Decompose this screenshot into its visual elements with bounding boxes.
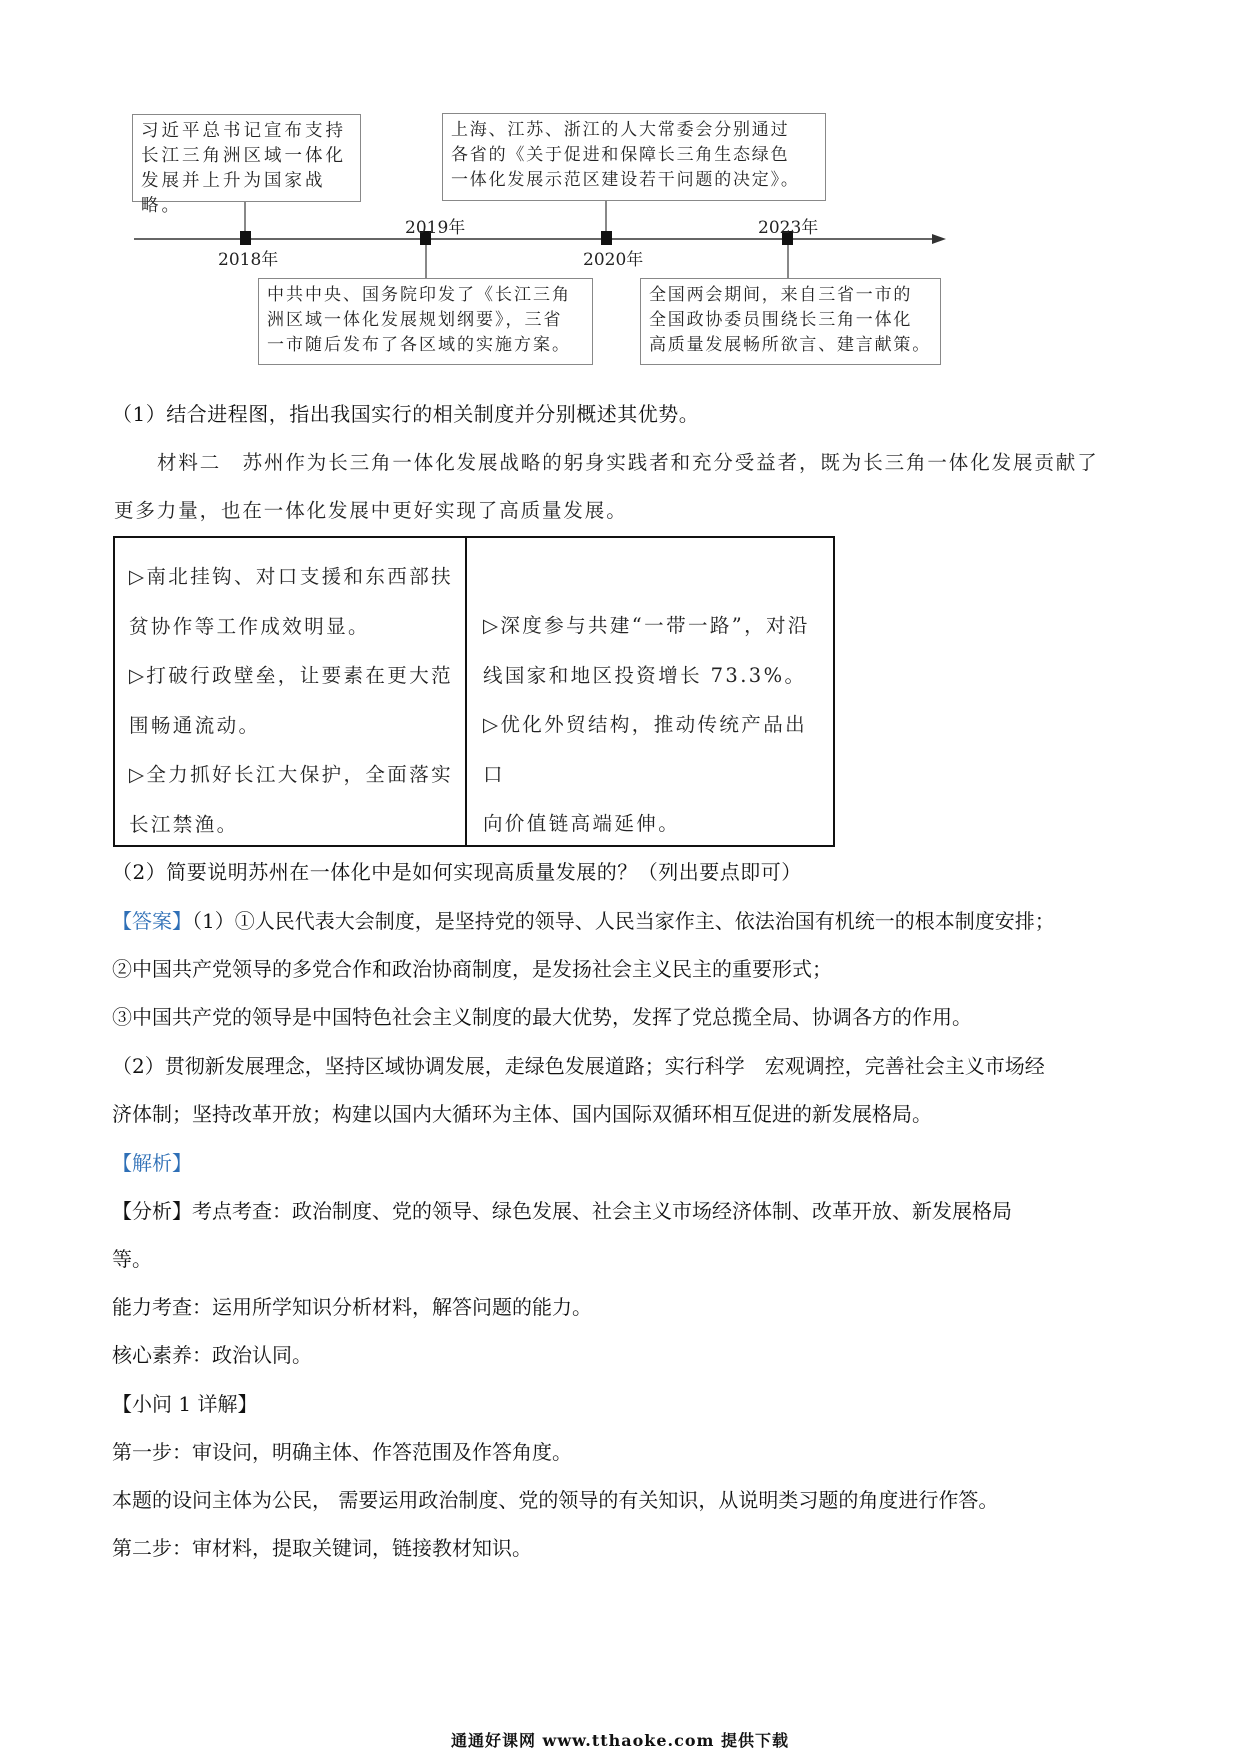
question-1: （1）结合进程图，指出我国实行的相关制度并分别概述其优势。 [112, 402, 700, 426]
year-2020: 2020年 [583, 250, 644, 270]
table-cell-line: 向价值链高端延伸。 [483, 812, 681, 835]
table-cell-line: 围畅通流动。 [129, 713, 261, 737]
question-2: （2）简要说明苏州在一体化中是如何实现高质量发展的？（列出要点即可） [112, 860, 802, 884]
event-2023-line: 高质量发展畅所欲言、建言献策。 [649, 335, 931, 355]
analysis-line-6: 第一步：审设问，明确主体、作答范围及作答角度。 [112, 1440, 572, 1464]
analysis-line-2: 等。 [112, 1247, 152, 1271]
answer-line-3: ③中国共产党的领导是中国特色社会主义制度的最大优势，发挥了党总揽全局、协调各方的作用。 [112, 1005, 972, 1029]
analysis-line-4: 核心素养：政治认同。 [112, 1343, 312, 1367]
year-2023: 2023年 [758, 218, 819, 238]
analysis-line-7: 本题的设问主体为公民， 需要运用政治制度、党的领导的有关知识，从说明类习题的角度进行作答。 [112, 1488, 999, 1512]
answer-text: （1）①人民代表大会制度，是坚持党的领导、人民当家作主、依法治国有机统一的根本制度安排； [192, 909, 1055, 933]
event-2019-line: 一市随后发布了各区域的实施方案。 [267, 335, 571, 355]
footer-source: 通通好课网 www.tthaoke.com 提供下载 [450, 1731, 790, 1750]
table-cell-line: ▷打破行政壁垒，让要素在更大范 [129, 664, 453, 687]
year-2018: 2018年 [218, 250, 279, 270]
table-cell-line: 长江禁渔。 [129, 812, 239, 836]
event-box-2020 [442, 113, 826, 201]
table-left-column [115, 538, 467, 845]
table-cell-line: ▷深度参与共建“一带一路”，对沿 [483, 614, 810, 637]
event-2019-line: 洲区域一体化发展规划纲要》，三省 [267, 310, 563, 330]
table-cell-line: ▷南北挂钩、对口支援和东西部扶 [129, 565, 453, 588]
year-2019: 2019年 [405, 218, 466, 238]
table-cell-line: ▷全力抓好长江大保护，全面落实 [129, 763, 453, 786]
answer-line-4: （2）贯彻新发展理念，坚持区域协调发展，走绿色发展道路；实行科学 宏观调控，完善社会主义市场经 [112, 1054, 1045, 1078]
event-box-2019 [258, 278, 593, 365]
analysis-line-5: 【小问 1 详解】 [112, 1392, 258, 1416]
answer-line-2: ②中国共产党领导的多党合作和政治协商制度，是发扬社会主义民主的重要形式； [112, 957, 832, 981]
table-cell-line: 线国家和地区投资增长 73.3%。 [483, 663, 807, 687]
event-2020-line: 一体化发展示范区建设若干问题的决定》。 [451, 170, 800, 190]
marker-2018 [240, 231, 251, 245]
table-cell-line: ▷优化外贸结构，推动传统产品出口 [483, 713, 807, 786]
analysis-line-8: 第二步：审材料，提取关键词，链接教材知识。 [112, 1536, 532, 1560]
marker-2020 [601, 231, 612, 245]
answer-line-1 [112, 907, 1055, 935]
event-box-2018 [132, 114, 361, 216]
event-2023-line: 全国两会期间，来自三省一市的 [649, 285, 913, 305]
analysis-line-1: 【分析】考点考查：政治制度、党的领导、绿色发展、社会主义市场经济体制、改革开放、新发展格局 [112, 1199, 1012, 1223]
event-2018-line: 长江三角洲区域一体化 [141, 146, 346, 166]
timeline-diagram [0, 0, 1240, 380]
material-2-line-1: 材料二 苏州作为长三角一体化发展战略的躬身实践者和充分受益者，既为长三角一体化发展贡献了 [157, 451, 1099, 474]
table-right-column [467, 538, 833, 845]
event-2020-line: 各省的《关于促进和保障长三角生态绿色 [451, 145, 790, 165]
event-2023-line: 全国政协委员围绕长三角一体化 [649, 310, 913, 330]
event-2019-line: 中共中央、国务院印发了《长江三角 [267, 285, 571, 305]
analysis-tag: 【解析】 [112, 1151, 192, 1175]
timeline-arrowhead [932, 234, 946, 244]
answer-tag: 【答案】 [112, 909, 192, 933]
material-2-line-2: 更多力量，也在一体化发展中更好实现了高质量发展。 [114, 499, 628, 522]
event-2018-line: 习近平总书记宣布支持 [141, 121, 346, 141]
event-2020-line: 上海、江苏、浙江的人大常委会分别通过 [451, 120, 790, 140]
analysis-line-3: 能力考查：运用所学知识分析材料，解答问题的能力。 [112, 1295, 592, 1319]
event-box-2023 [640, 278, 941, 365]
answer-line-5: 济体制；坚持改革开放；构建以国内大循环为主体、国内国际双循环相互促进的新发展格局。 [112, 1102, 932, 1126]
event-2018-line: 发展并上升为国家战略。 [141, 171, 326, 216]
table-cell-line: 贫协作等工作成效明显。 [129, 614, 370, 638]
suzhou-table [113, 536, 835, 847]
